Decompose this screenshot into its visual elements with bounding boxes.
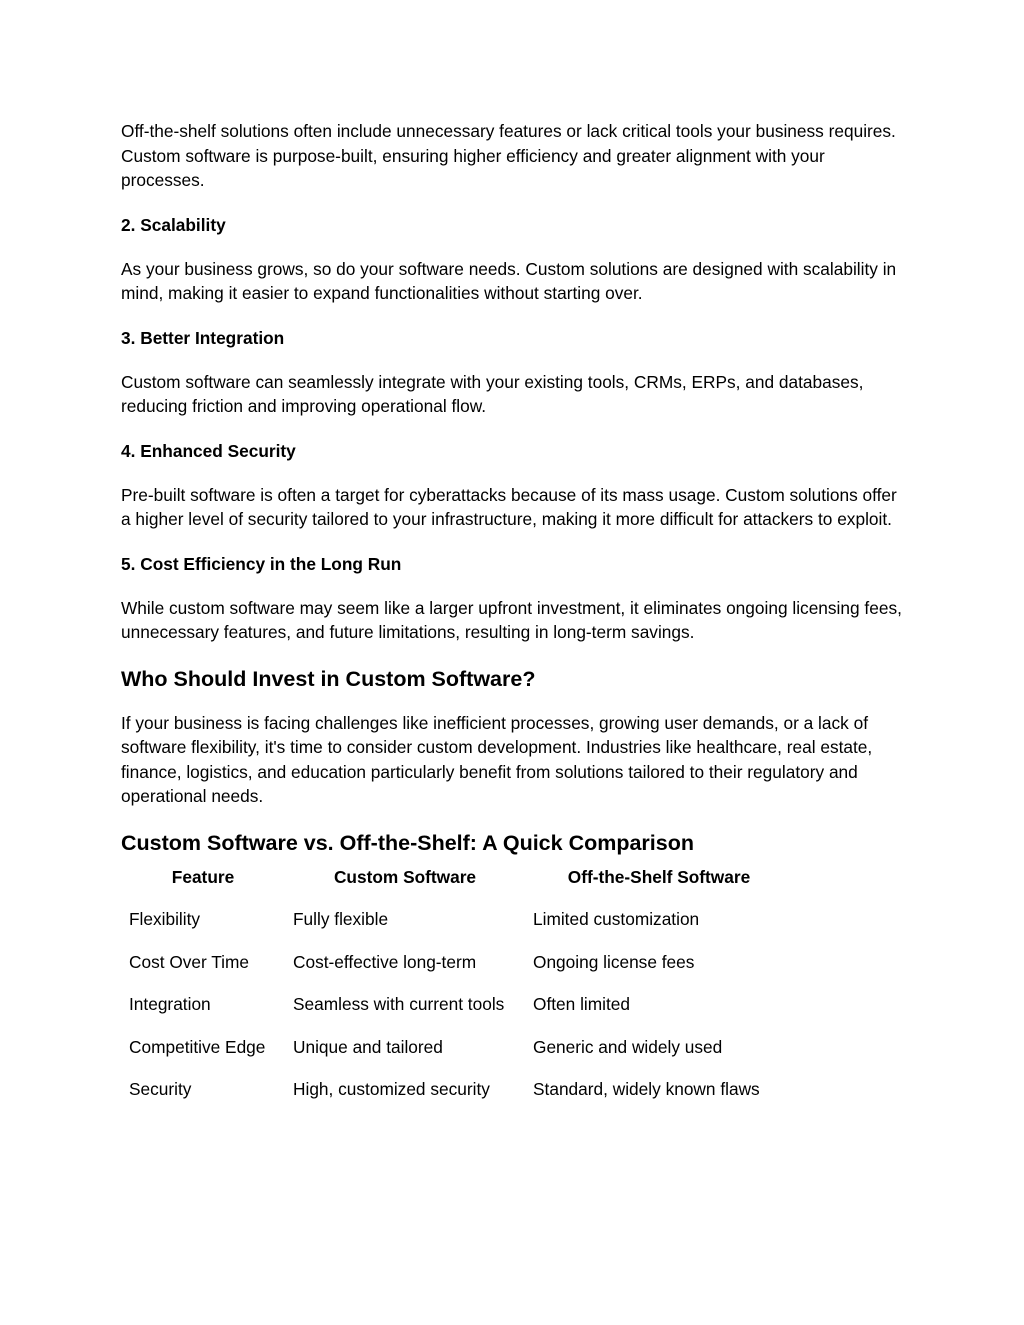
table-cell: Cost-effective long-term (293, 951, 477, 972)
benefit-heading-security: 4. Enhanced Security (121, 440, 296, 461)
table-row (121, 950, 793, 993)
table-row (121, 992, 793, 1035)
who-section-text: If your business is facing challenges like inefficient processes, growing user demands, or a lack of software flexibility, it's time to consider custom development. Industries like healthcare, real estate, finance, logistics, and education particularly benefit from solutions tailored to their regulatory and operational needs. (121, 712, 873, 806)
table-cell: Ongoing license fees (533, 951, 695, 972)
table-cell: Security (129, 1079, 192, 1099)
table-cell: Cost Over Time (129, 951, 250, 972)
benefit-heading-cost: 5. Cost Efficiency in the Long Run (121, 553, 402, 574)
table-row (121, 1077, 793, 1120)
table-cell: Unique and tailored (293, 1036, 443, 1057)
who-section-heading: Who Should Invest in Custom Software? (121, 666, 536, 691)
benefit-heading-integration: 3. Better Integration (121, 327, 285, 348)
table-row (121, 1035, 793, 1078)
benefit-text-integration: Custom software can seamlessly integrate with your existing tools, CRMs, ERPs, and databases, reducing friction and improving operational flow. (121, 371, 864, 416)
table-cell: Competitive Edge (129, 1036, 266, 1057)
table-header-row (121, 865, 793, 908)
benefit-text-scalability: As your business grows, so do your software needs. Custom solutions are designed with scalability in mind, making it easier to expand functionalities without starting over. (121, 258, 897, 303)
comparison-heading: Custom Software vs. Off-the-Shelf: A Quick Comparison (121, 830, 694, 855)
table-cell: Generic and widely used (533, 1036, 723, 1057)
benefit-text-cost: While custom software may seem like a larger upfront investment, it eliminates ongoing licensing fees, unnecessary features, and future limitations, resulting in long-term savings. (121, 597, 902, 642)
benefit-heading-scalability: 2. Scalability (121, 214, 226, 235)
column-header-feature: Feature (171, 866, 235, 887)
table-cell: Standard, widely known flaws (533, 1079, 760, 1099)
benefit-text-security: Pre-built software is often a target for cyberattacks because of its mass usage. Custom solutions offer a higher level of security tailored to your infrastructure, making it more difficult for attackers to exploit. (121, 484, 897, 529)
table-row (121, 907, 793, 950)
table-cell: Flexibility (129, 909, 201, 929)
table-cell: Integration (129, 994, 211, 1014)
document-page (121, 119, 906, 1120)
column-header-off-the-shelf: Off-the-Shelf Software (567, 866, 751, 887)
table-cell: Often limited (533, 994, 631, 1014)
table-cell: Fully flexible (293, 909, 389, 929)
table-cell: Seamless with current tools (293, 994, 505, 1014)
intro-paragraph: Off-the-shelf solutions often include unnecessary features or lack critical tools your business requires. Custom software is purpose-built, ensuring higher efficiency and greater alignment with your processes. (121, 121, 896, 190)
column-header-custom: Custom Software (333, 866, 477, 887)
comparison-table (121, 865, 793, 1120)
table-cell: Limited customization (533, 909, 700, 929)
table-cell: High, customized security (293, 1079, 490, 1099)
